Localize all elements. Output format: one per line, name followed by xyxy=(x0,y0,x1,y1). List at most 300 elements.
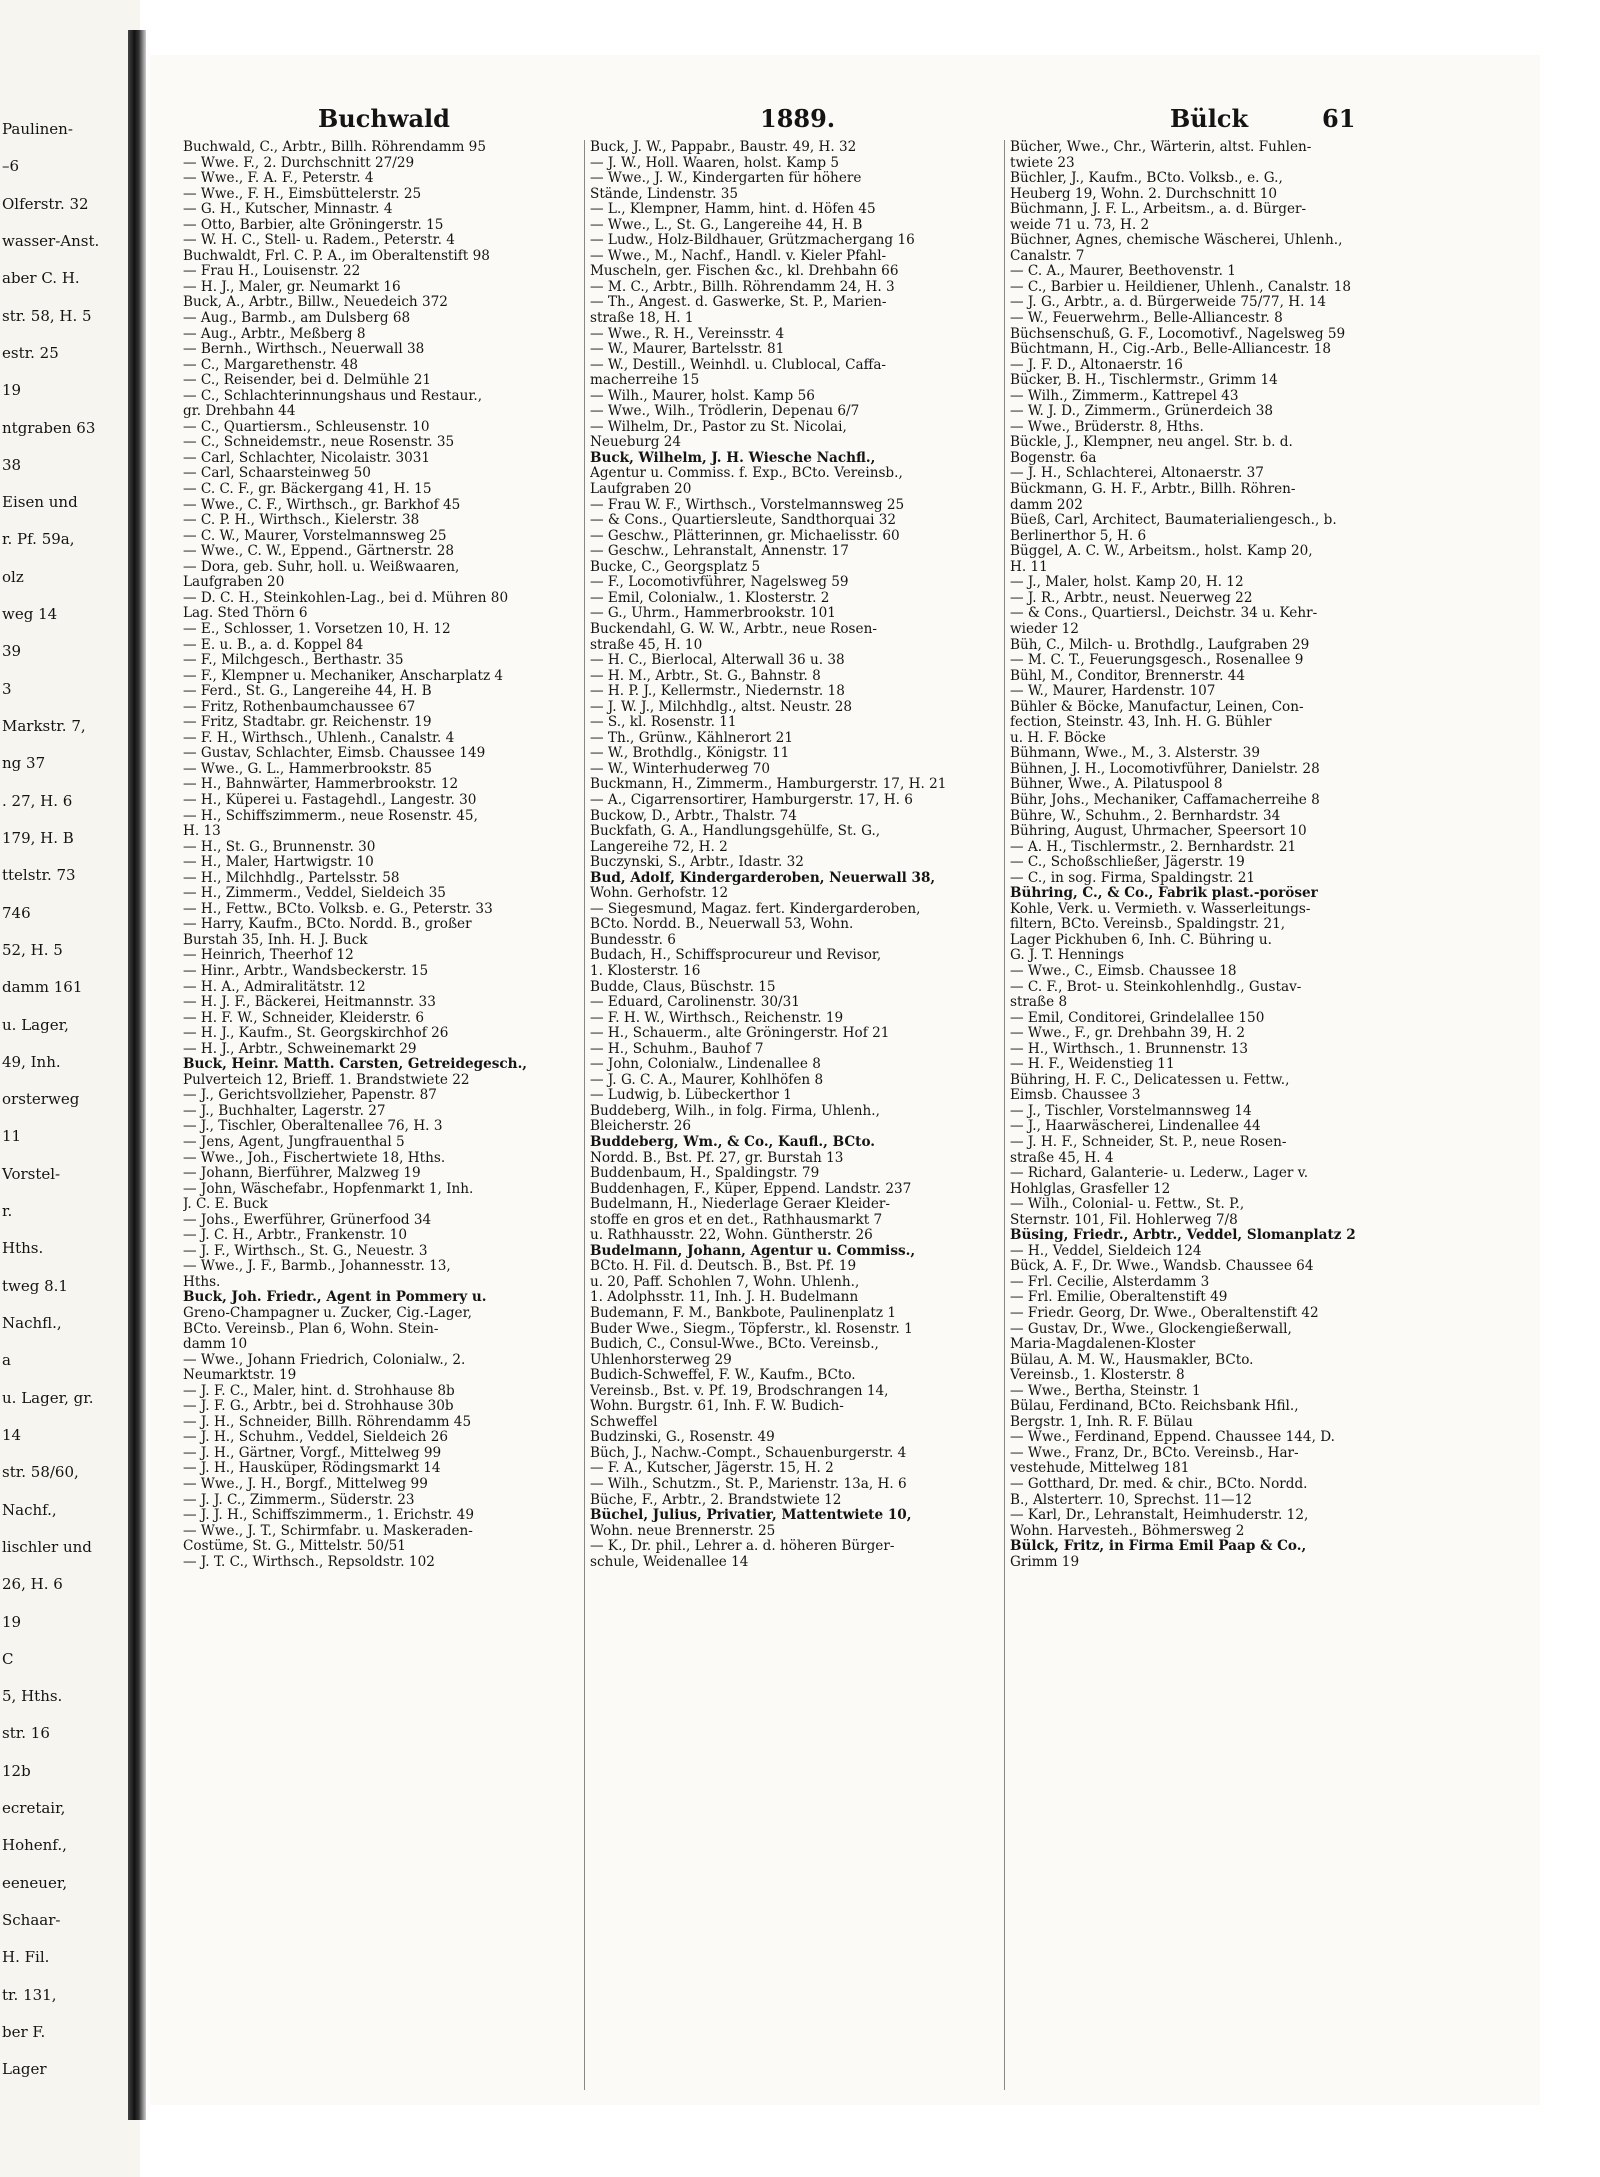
directory-entry-line: — F., Locomotivführer, Nagelsweg 59 xyxy=(590,575,849,591)
directory-entry-line: vestehude, Mittelweg 181 xyxy=(1010,1461,1190,1477)
directory-entry-line: — F. A., Kutscher, Jägerstr. 15, H. 2 xyxy=(590,1461,834,1477)
directory-entry-line: stoffe en gros et en det., Rathhausmarkt 7 xyxy=(590,1212,883,1228)
directory-entry-line: — C., Reisender, bei d. Delmühle 21 xyxy=(183,373,432,389)
directory-entry-line: — F., Klempner u. Mechaniker, Anscharplatz 4 xyxy=(183,668,504,684)
facing-page-fragment: 12b xyxy=(2,1761,31,1780)
directory-entry-line: Budzinski, G., Rosenstr. 49 xyxy=(590,1430,775,1446)
directory-entry-line: Muscheln, ger. Fischen &c., kl. Drehbahn 66 xyxy=(590,264,899,280)
directory-entry-line: — Geschw., Plätterinnen, gr. Michaelisstr. 60 xyxy=(590,528,900,544)
directory-entry-line: wieder 12 xyxy=(1010,621,1079,637)
directory-entry-line: Neueburg 24 xyxy=(590,435,682,451)
facing-page-fragment: Schaar- xyxy=(2,1911,61,1930)
facing-page-fragment: aber C. H. xyxy=(2,269,80,288)
directory-entry-line: — Richard, Galanterie- u. Lederw., Lager v. xyxy=(1010,1166,1309,1182)
directory-entry-line: Bühner, Wwe., A. Pilatuspool 8 xyxy=(1010,777,1223,793)
directory-entry-line: Lag. Sted Thörn 6 xyxy=(183,606,308,622)
facing-page-fragment: r. Pf. 59a, xyxy=(2,530,75,549)
directory-entry-line: — F. H., Wirthsch., Uhlenh., Canalstr. 4 xyxy=(183,730,455,746)
directory-entry-line: — Eduard, Carolinenstr. 30/31 xyxy=(590,995,800,1011)
facing-page-fragment: 19 xyxy=(2,381,22,400)
directory-entry-line: — W. H. C., Stell- u. Radem., Peterstr. 4 xyxy=(183,233,455,249)
directory-entry-line: — H. J., Arbtr., Schweinemarkt 29 xyxy=(183,1041,417,1057)
directory-entry-line: — Carl, Schaarsteinweg 50 xyxy=(183,466,371,482)
directory-entry-line: damm 202 xyxy=(1010,497,1083,513)
directory-entry-line: Büchsenschuß, G. F., Locomotivf., Nagelsweg 59 xyxy=(1010,326,1346,342)
directory-entry-line: — Th., Grünw., Kählnerort 21 xyxy=(590,730,793,746)
facing-page-fragment: r. xyxy=(2,1202,13,1221)
directory-entry-line: — H. J., Kaufm., St. Georgskirchhof 26 xyxy=(183,1026,449,1042)
directory-entry-line: Bogenstr. 6a xyxy=(1010,450,1097,466)
directory-entry-line: — C., Barbier u. Heildiener, Uhlenh., Canalstr. 18 xyxy=(1010,279,1352,295)
directory-entry-line: macherreihe 15 xyxy=(590,373,700,389)
directory-entry-line: BCto. Vereinsb., Plan 6, Wohn. Stein- xyxy=(183,1321,439,1337)
directory-entry-line: weide 71 u. 73, H. 2 xyxy=(1010,217,1150,233)
facing-page-fragment: 19 xyxy=(2,1612,22,1631)
directory-entry-line: Grimm 19 xyxy=(1010,1554,1080,1570)
directory-entry-line: Buck, Wilhelm, J. H. Wiesche Nachfl., xyxy=(590,450,876,466)
directory-entry-line: Buddenhagen, F., Küper, Eppend. Landstr. 237 xyxy=(590,1181,912,1197)
directory-entry-line: — Otto, Barbier, alte Gröningerstr. 15 xyxy=(183,217,444,233)
directory-entry-line: Bucke, C., Georgsplatz 5 xyxy=(590,559,761,575)
directory-entry-line: — J. C. H., Arbtr., Frankenstr. 10 xyxy=(183,1228,407,1244)
directory-entry-line: — J. R., Arbtr., neust. Neuerweg 22 xyxy=(1010,590,1253,606)
directory-entry-line: twiete 23 xyxy=(1010,155,1075,171)
directory-entry-line: Bücher, Wwe., Chr., Wärterin, altst. Fuhlen- xyxy=(1010,140,1312,155)
directory-entry-line: Vereinsb., 1. Klosterstr. 8 xyxy=(1010,1368,1185,1384)
directory-entry-line: — H., Küperei u. Fastagehdl., Langestr. 30 xyxy=(183,792,477,808)
directory-entry-line: — G. H., Kutscher, Minnastr. 4 xyxy=(183,202,393,218)
page-number: 61 xyxy=(1322,104,1356,133)
facing-page-fragment: Markstr. 7, xyxy=(2,717,86,735)
directory-entry-line: — John, Colonialw., Lindenallee 8 xyxy=(590,1057,821,1073)
directory-entry-line: Bühring, C., & Co., Fabrik plast.-poröser xyxy=(1010,886,1318,902)
directory-entry-line: Buckfath, G. A., Handlungsgehülfe, St. G., xyxy=(590,824,881,840)
directory-entry-line: Bück, A. F., Dr. Wwe., Wandsb. Chaussee 64 xyxy=(1010,1259,1314,1275)
directory-entry-line: — H., Schauerm., alte Gröningerstr. Hof 21 xyxy=(590,1026,890,1042)
directory-entry-line: Buck, Heinr. Matth. Carsten, Getreidegesch., xyxy=(183,1057,528,1073)
directory-entry-line: Laufgraben 20 xyxy=(183,575,285,591)
facing-page-fragment: ecretair, xyxy=(2,1799,66,1818)
directory-entry-line: — H. F., Weidenstieg 11 xyxy=(1010,1057,1175,1073)
directory-entry-line: Budich, C., Consul-Wwe., BCto. Vereinsb., xyxy=(590,1337,879,1353)
directory-entry-line: Budach, H., Schiffsprocureur und Revisor, xyxy=(590,948,882,964)
directory-entry-line: Bülck, Fritz, in Firma Emil Paap & Co., xyxy=(1010,1539,1307,1555)
directory-entry-line: — Harry, Kaufm., BCto. Nordd. B., großer xyxy=(183,917,472,933)
directory-entry-line: — H., Wirthsch., 1. Brunnenstr. 13 xyxy=(1010,1041,1249,1057)
directory-entry-line: — C., Schoßschließer, Jägerstr. 19 xyxy=(1010,855,1245,871)
facing-page-fragment: Hohenf., xyxy=(2,1836,67,1855)
directory-entry-line: — Wwe., C., Eimsb. Chaussee 18 xyxy=(1010,963,1237,979)
directory-entry-line: Bühmann, Wwe., M., 3. Alsterstr. 39 xyxy=(1010,746,1260,762)
directory-entry-line: — Wilh., Colonial- u. Fettw., St. P., xyxy=(1010,1197,1245,1213)
directory-entry-line: Vereinsb., Bst. v. Pf. 19, Brodschrangen 14, xyxy=(590,1383,889,1399)
directory-entry-line: — E. u. B., a. d. Koppel 84 xyxy=(183,637,364,653)
directory-entry-line: — Wilh., Schutzm., St. P., Marienstr. 13a, H. 6 xyxy=(590,1477,907,1493)
directory-entry-line: — H. M., Arbtr., St. G., Bahnstr. 8 xyxy=(590,668,821,684)
directory-entry-line: Sternstr. 101, Fil. Hohlerweg 7/8 xyxy=(1010,1212,1238,1228)
directory-entry-line: — H. F. W., Schneider, Kleiderstr. 6 xyxy=(183,1010,425,1026)
directory-entry-line: Buckow, D., Arbtr., Thalstr. 74 xyxy=(590,808,797,824)
directory-entry-line: Buckmann, H., Zimmerm., Hamburgerstr. 17, H. 21 xyxy=(590,777,947,793)
directory-entry-line: Budde, Claus, Büschstr. 15 xyxy=(590,979,776,995)
directory-entry-line: Budich-Schweffel, F. W., Kaufm., BCto. xyxy=(590,1368,856,1384)
facing-page-fragment: weg 14 xyxy=(2,605,58,624)
column-rule-2 xyxy=(1004,140,1005,2090)
directory-entry-line: Budelmann, Johann, Agentur u. Commiss., xyxy=(590,1243,916,1259)
directory-entry-line: — J. W. J., Milchhdlg., altst. Neustr. 28 xyxy=(590,699,853,715)
directory-entry-line: Bülau, A. M. W., Hausmakler, BCto. xyxy=(1010,1352,1254,1368)
facing-page-fragment: u. Lager, xyxy=(2,1015,69,1034)
facing-page-fragment: Hths. xyxy=(2,1239,44,1258)
directory-entry-line: — C., Schneidemstr., neue Rosenstr. 35 xyxy=(183,435,455,451)
facing-page-fragment: Vorstel- xyxy=(2,1164,61,1183)
directory-entry-line: — Carl, Schlachter, Nicolaistr. 3031 xyxy=(183,450,431,466)
directory-entry-line: Nordd. B., Bst. Pf. 27, gr. Burstah 13 xyxy=(590,1150,844,1166)
directory-entry-line: — Frau H., Louisenstr. 22 xyxy=(183,264,361,280)
facing-page-fragment: str. 58, H. 5 xyxy=(2,306,92,325)
directory-entry-line: — J. T. C., Wirthsch., Repsoldstr. 102 xyxy=(183,1554,435,1570)
directory-entry-line: Büchel, Julius, Privatier, Mattentwiete 10, xyxy=(590,1508,912,1524)
directory-entry-line: — J. J. C., Zimmerm., Süderstr. 23 xyxy=(183,1492,415,1508)
directory-entry-line: — Frau W. F., Wirthsch., Vorstelmannsweg 25 xyxy=(590,497,905,513)
facing-page-fragment: 5, Hths. xyxy=(2,1687,63,1706)
directory-entry-line: — J. F. C., Maler, hint. d. Strohhause 8b xyxy=(183,1383,455,1399)
directory-entry-line: — C. F., Brot- u. Steinkohlenhdlg., Gustav- xyxy=(1010,979,1302,995)
directory-entry-line: — Johann, Bierführer, Malzweg 19 xyxy=(183,1166,421,1182)
directory-entry-line: Bückle, J., Klempner, neu angel. Str. b. d. xyxy=(1010,435,1293,451)
directory-entry-line: Maria-Magdalenen-Kloster xyxy=(1010,1337,1196,1353)
facing-page-fragment: ttelstr. 73 xyxy=(2,866,76,885)
directory-entry-line: — A. H., Tischlermstr., 2. Bernhardstr. 21 xyxy=(1010,839,1297,855)
directory-entry-line: — W., Maurer, Hardenstr. 107 xyxy=(1010,684,1216,700)
directory-entry-line: — J. H., Schuhm., Veddel, Sieldeich 26 xyxy=(183,1430,448,1446)
directory-entry-line: 1. Adolphsstr. 11, Inh. J. H. Budelmann xyxy=(590,1290,859,1306)
facing-page-fragment: Nachf., xyxy=(2,1500,57,1519)
directory-entry-line: Bleicherstr. 26 xyxy=(590,1119,692,1135)
directory-entry-line: Büchner, Agnes, chemische Wäscherei, Uhlenh., xyxy=(1010,233,1343,249)
directory-entry-line: straße 45, H. 10 xyxy=(590,637,703,653)
directory-entry-line: — J., Buchhalter, Lagerstr. 27 xyxy=(183,1103,386,1119)
column-rule-1 xyxy=(584,140,585,2090)
facing-page-fragment: Nachfl., xyxy=(2,1314,62,1333)
directory-entry-line: — Wwe., J. F., Barmb., Johannesstr. 13, xyxy=(183,1259,451,1275)
directory-entry-line: Uhlenhorsterweg 29 xyxy=(590,1352,732,1368)
directory-entry-line: — C. W., Maurer, Vorstelmannsweg 25 xyxy=(183,528,447,544)
directory-entry-line: schule, Weidenallee 14 xyxy=(590,1554,749,1570)
directory-entry-line: Wohn. neue Brennerstr. 25 xyxy=(590,1523,776,1539)
directory-entry-line: — Emil, Colonialw., 1. Klosterstr. 2 xyxy=(590,590,830,606)
directory-entry-line: — Aug., Arbtr., Meßberg 8 xyxy=(183,326,366,342)
directory-entry-line: — Wwe., Johann Friedrich, Colonialw., 2. xyxy=(183,1352,466,1368)
directory-entry-line: straße 18, H. 1 xyxy=(590,311,694,327)
directory-entry-line: — Wwe., F. H., Eimsbüttelerstr. 25 xyxy=(183,186,422,202)
directory-entry-line: — L., Klempner, Hamm, hint. d. Höfen 45 xyxy=(590,202,876,218)
facing-page-fragment: 3 xyxy=(2,679,12,698)
directory-entry-line: — & Cons., Quartiersleute, Sandthorquai 32 xyxy=(590,513,897,529)
directory-entry-line: straße 45, H. 4 xyxy=(1010,1150,1114,1166)
directory-entry-line: — H., Milchhdlg., Partelsstr. 58 xyxy=(183,870,400,886)
directory-entry-line: 1. Klosterstr. 16 xyxy=(590,963,701,979)
facing-page-fragment: estr. 25 xyxy=(2,343,59,362)
directory-entry-line: u. 20, Paff. Schohlen 7, Wohn. Uhlenh., xyxy=(590,1274,860,1290)
directory-entry-line: Buckendahl, G. W. W., Arbtr., neue Rosen- xyxy=(590,621,877,637)
facing-page-fragment: tr. 131, xyxy=(2,1985,57,2004)
directory-entry-line: B., Alsterterr. 10, Sprechst. 11—12 xyxy=(1010,1492,1252,1508)
directory-column-1 xyxy=(183,140,578,2100)
directory-entry-line: — Wwe., J. T., Schirmfabr. u. Maskeraden- xyxy=(183,1523,473,1539)
directory-entry-line: — H., Schuhm., Bauhof 7 xyxy=(590,1041,764,1057)
facing-page-fragment: H. Fil. xyxy=(2,1948,50,1967)
directory-entry-line: J. C. E. Buck xyxy=(183,1197,268,1213)
directory-entry-line: — C. P. H., Wirthsch., Kielerstr. 38 xyxy=(183,513,420,529)
directory-entry-line: — J., Tischler, Oberaltenallee 76, H. 3 xyxy=(183,1119,443,1135)
book-gutter xyxy=(128,30,146,2120)
directory-entry-line: — W., Winterhuderweg 70 xyxy=(590,761,771,777)
directory-entry-line: — Karl, Dr., Lehranstalt, Heimhuderstr. 12, xyxy=(1010,1508,1309,1524)
directory-entry-line: Bud, Adolf, Kindergarderoben, Neuerwall 38, xyxy=(590,870,936,886)
directory-entry-line: — H., Bahnwärter, Hammerbrookstr. 12 xyxy=(183,777,459,793)
directory-entry-line: Budemann, F. M., Bankbote, Paulinenplatz 1 xyxy=(590,1306,896,1322)
directory-entry-line: — J. F. G., Arbtr., bei d. Strohhause 30b xyxy=(183,1399,454,1415)
directory-entry-line: — Wwe., L., St. G., Langereihe 44, H. B xyxy=(590,217,863,233)
facing-page-fragment: eeneuer, xyxy=(2,1873,68,1892)
directory-entry-line: Buddeberg, Wm., & Co., Kaufl., BCto. xyxy=(590,1135,876,1150)
directory-entry-line: Eimsb. Chaussee 3 xyxy=(1010,1088,1141,1104)
directory-entry-line: — Gustav, Dr., Wwe., Glockengießerwall, xyxy=(1010,1321,1292,1337)
directory-entry-line: — Wwe., Bertha, Steinstr. 1 xyxy=(1010,1383,1201,1399)
directory-entry-line: Büchmann, J. F. L., Arbeitsm., a. d. Bürger- xyxy=(1010,202,1307,218)
directory-entry-line: — J. W., Holl. Waaren, holst. Kamp 5 xyxy=(590,155,840,171)
directory-entry-line: — Johs., Ewerführer, Grünerfood 34 xyxy=(183,1212,432,1228)
facing-page-fragment: ng 37 xyxy=(2,754,46,773)
facing-page-fragment: str. 58/60, xyxy=(2,1463,79,1482)
directory-entry-line: — Wwe., Ferdinand, Eppend. Chaussee 144, D. xyxy=(1010,1430,1335,1446)
directory-entry-line: — H. J. F., Bäckerei, Heitmannstr. 33 xyxy=(183,995,436,1011)
directory-entry-line: Bücker, B. H., Tischlermstr., Grimm 14 xyxy=(1010,373,1278,389)
directory-entry-line: fection, Steinstr. 43, Inh. H. G. Bühler xyxy=(1010,715,1272,731)
directory-entry-line: — G., Uhrm., Hammerbrookstr. 101 xyxy=(590,606,836,622)
directory-entry-line: — Wwe., G. L., Hammerbrookstr. 85 xyxy=(183,761,433,777)
directory-entry-line: — C. C. F., gr. Bäckergang 41, H. 15 xyxy=(183,482,432,498)
directory-entry-line: — E., Schlosser, 1. Vorsetzen 10, H. 12 xyxy=(183,621,451,637)
directory-entry-line: — J. H. F., Schneider, St. P., neue Rosen- xyxy=(1010,1135,1287,1150)
directory-entry-line: Buchwald, C., Arbtr., Billh. Röhrendamm 95 xyxy=(183,140,486,155)
directory-entry-line: Bülau, Ferdinand, BCto. Reichsbank Hfil., xyxy=(1010,1399,1299,1415)
directory-entry-line: Büch, J., Nachw.-Compt., Schauenburgerstr. 4 xyxy=(590,1445,907,1461)
directory-entry-line: — H. C., Bierlocal, Alterwall 36 u. 38 xyxy=(590,653,845,669)
directory-entry-line: Wohn. Burgstr. 61, Inh. F. W. Budich- xyxy=(590,1399,844,1415)
directory-entry-line: — J., Maler, holst. Kamp 20, H. 12 xyxy=(1010,575,1244,591)
directory-column-2 xyxy=(590,140,1000,2100)
directory-entry-line: Heuberg 19, Wohn. 2. Durchschnitt 10 xyxy=(1010,186,1278,202)
facing-page-fragment: Paulinen- xyxy=(2,120,73,138)
directory-entry-line: filtern, BCto. Vereinsb., Spaldingstr. 21, xyxy=(1010,917,1286,933)
facing-page-fragment: str. 16 xyxy=(2,1724,50,1743)
facing-page-fragment: a xyxy=(2,1351,11,1370)
directory-entry-line: Buchwaldt, Frl. C. P. A., im Oberaltenstift 98 xyxy=(183,248,490,264)
facing-page-fragment: ber F. xyxy=(2,2022,46,2041)
facing-page-fragment: u. Lager, gr. xyxy=(2,1388,94,1407)
directory-entry-line: — Emil, Conditorei, Grindelallee 150 xyxy=(1010,1010,1265,1026)
directory-entry-line: — Gotthard, Dr. med. & chir., BCto. Nordd. xyxy=(1010,1477,1308,1493)
directory-entry-line: — H. J., Maler, gr. Neumarkt 16 xyxy=(183,279,401,295)
directory-entry-line: Agentur u. Commiss. f. Exp., BCto. Vereinsb., xyxy=(590,466,903,482)
directory-entry-line: — J., Tischler, Vorstelmannsweg 14 xyxy=(1010,1103,1252,1119)
directory-entry-line: Laufgraben 20 xyxy=(590,482,692,498)
directory-entry-line: — Aug., Barmb., am Dulsberg 68 xyxy=(183,311,411,327)
directory-entry-line: — H., Schiffszimmerm., neue Rosenstr. 45, xyxy=(183,808,478,824)
directory-entry-line: — H., Maler, Hartwigstr. 10 xyxy=(183,855,374,871)
facing-page-fragment: lischler und xyxy=(2,1537,92,1556)
facing-page-fragment: 26, H. 6 xyxy=(2,1575,63,1594)
directory-entry-line: — Siegesmund, Magaz. fert. Kindergarderoben, xyxy=(590,901,921,917)
running-head-left: Buchwald xyxy=(318,104,450,133)
directory-entry-line: — M. C. T., Feuerungsgesch., Rosenallee 9 xyxy=(1010,653,1304,669)
directory-entry-line: — W., Maurer, Bartelsstr. 81 xyxy=(590,342,785,358)
facing-page-fragment: Eisen und xyxy=(2,493,78,512)
directory-entry-line: Neumarktstr. 19 xyxy=(183,1368,297,1384)
directory-entry-line: Stände, Lindenstr. 35 xyxy=(590,186,739,202)
directory-entry-line: Bundesstr. 6 xyxy=(590,932,676,948)
directory-entry-line: — Geschw., Lehranstalt, Annenstr. 17 xyxy=(590,544,849,560)
directory-entry-line: Bühnen, J. H., Locomotivführer, Danielstr. 28 xyxy=(1010,761,1320,777)
directory-entry-line: — Frl. Emilie, Oberaltenstift 49 xyxy=(1010,1290,1228,1306)
running-head-right: Bülck xyxy=(1170,104,1249,133)
directory-entry-line: — H. A., Admiralitätstr. 12 xyxy=(183,979,366,995)
directory-entry-line: — Hinr., Arbtr., Wandsbeckerstr. 15 xyxy=(183,963,429,979)
directory-entry-line: — Fritz, Stadtabr. gr. Reichenstr. 19 xyxy=(183,715,432,731)
facing-page-fragment: 39 xyxy=(2,642,22,661)
directory-entry-line: Bühl, M., Conditor, Brennerstr. 44 xyxy=(1010,668,1246,684)
directory-entry-line: Berlinerthor 5, H. 6 xyxy=(1010,528,1147,544)
directory-entry-line: Büche, F., Arbtr., 2. Brandstwiete 12 xyxy=(590,1492,842,1508)
directory-entry-line: Bühre, W., Schuhm., 2. Bernhardstr. 34 xyxy=(1010,808,1281,824)
directory-entry-line: — C., Quartiersm., Schleusenstr. 10 xyxy=(183,419,430,435)
directory-entry-line: — Wilh., Zimmerm., Kattrepel 43 xyxy=(1010,388,1239,404)
directory-entry-line: — Wwe., F., gr. Drehbahn 39, H. 2 xyxy=(1010,1026,1246,1042)
directory-entry-line: Büeß, Carl, Architect, Baumaterialiengesch., b. xyxy=(1010,513,1337,529)
directory-entry-line: — J. G., Arbtr., a. d. Bürgerweide 75/77, H. 14 xyxy=(1010,295,1327,311)
directory-entry-line: — Th., Angest. d. Gaswerke, St. P., Marien- xyxy=(590,295,887,311)
directory-entry-line: — John, Wäschefabr., Hopfenmarkt 1, Inh. xyxy=(183,1181,474,1197)
directory-entry-line: Hths. xyxy=(183,1274,221,1290)
directory-entry-line: — C. A., Maurer, Beethovenstr. 1 xyxy=(1010,264,1236,280)
directory-entry-line: — J. H., Schneider, Billh. Röhrendamm 45 xyxy=(183,1414,472,1430)
directory-entry-line: — J. H., Schlachterei, Altonaerstr. 37 xyxy=(1010,466,1264,482)
directory-entry-line: — Fritz, Rothenbaumchaussee 67 xyxy=(183,699,416,715)
facing-page-fragment: 49, Inh. xyxy=(2,1052,61,1071)
directory-entry-line: — H., Fettw., BCto. Volksb. e. G., Peterstr. 33 xyxy=(183,901,493,917)
directory-entry-line: H. 13 xyxy=(183,824,221,840)
facing-page-fragment: 52, H. 5 xyxy=(2,940,63,959)
directory-entry-line: — Wwe., F. A. F., Peterstr. 4 xyxy=(183,171,374,187)
facing-page-fragment: C xyxy=(2,1649,14,1668)
directory-entry-line: — W., Destill., Weinhdl. u. Clublocal, Caffa- xyxy=(590,357,887,373)
facing-page-fragment: –6 xyxy=(2,157,20,176)
directory-entry-line: — Wwe., M., Nachf., Handl. v. Kieler Pfahl- xyxy=(590,248,887,264)
directory-entry-line: — C., Schlachterinnungshaus und Restaur., xyxy=(183,388,483,404)
directory-entry-line: straße 8 xyxy=(1010,995,1068,1011)
directory-entry-line: Bühler & Böcke, Manufactur, Leinen, Con- xyxy=(1010,699,1304,715)
directory-entry-line: Bergstr. 1, Inh. R. F. Bülau xyxy=(1010,1414,1193,1430)
directory-entry-line: — M. C., Arbtr., Billh. Röhrendamm 24, H. 3 xyxy=(590,279,895,295)
directory-entry-line: Burstah 35, Inh. H. J. Buck xyxy=(183,932,368,948)
directory-entry-line: Büchtmann, H., Cig.-Arb., Belle-Alliancestr. 18 xyxy=(1010,342,1332,358)
directory-entry-line: — J., Haarwäscherei, Lindenallee 44 xyxy=(1010,1119,1261,1135)
facing-page-fragments xyxy=(0,0,140,2177)
directory-entry-line: — C., in sog. Firma, Spaldingstr. 21 xyxy=(1010,870,1255,886)
facing-page-fragment: 14 xyxy=(2,1425,22,1444)
directory-entry-line: — S., kl. Rosenstr. 11 xyxy=(590,715,737,731)
directory-entry-line: — J., Gerichtsvollzieher, Papenstr. 87 xyxy=(183,1088,437,1104)
directory-entry-line: — Gustav, Schlachter, Eimsb. Chaussee 149 xyxy=(183,746,486,762)
directory-entry-line: — Ludwig, b. Lübeckerthor 1 xyxy=(590,1088,792,1104)
facing-page-fragment: damm 161 xyxy=(2,978,83,997)
directory-entry-line: Hohlglas, Grasfeller 12 xyxy=(1010,1181,1171,1197)
directory-entry-line: Bühring, H. F. C., Delicatessen u. Fettw., xyxy=(1010,1072,1290,1088)
directory-entry-line: damm 10 xyxy=(183,1337,248,1353)
directory-entry-line: Buck, Joh. Friedr., Agent in Pommery u. xyxy=(183,1290,487,1306)
directory-entry-line: — K., Dr. phil., Lehrer a. d. höheren Bürger- xyxy=(590,1539,895,1555)
facing-page-fragment: olz xyxy=(2,567,24,586)
directory-entry-line: — H., St. G., Brunnenstr. 30 xyxy=(183,839,376,855)
directory-entry-line: — Wilhelm, Dr., Pastor zu St. Nicolai, xyxy=(590,419,847,435)
directory-entry-line: u. Rathhausstr. 22, Wohn. Güntherstr. 26 xyxy=(590,1228,873,1244)
directory-entry-line: Büsing, Friedr., Arbtr., Veddel, Slomanplatz 2 xyxy=(1010,1228,1356,1244)
directory-entry-line: u. H. F. Böcke xyxy=(1010,730,1106,746)
directory-entry-line: Büchler, J., Kaufm., BCto. Volksb., e. G., xyxy=(1010,171,1283,187)
directory-entry-line: — J. G. C. A., Maurer, Kohlhöfen 8 xyxy=(590,1072,824,1088)
directory-entry-line: — Wwe., Franz, Dr., BCto. Vereinsb., Har- xyxy=(1010,1445,1299,1461)
directory-entry-line: — C., Margarethenstr. 48 xyxy=(183,357,359,373)
directory-entry-line: Budelmann, H., Niederlage Geraer Kleider- xyxy=(590,1197,890,1213)
directory-entry-line: BCto. H. Fil. d. Deutsch. B., Bst. Pf. 19 xyxy=(590,1259,857,1275)
directory-entry-line: — Wwe., R. H., Vereinsstr. 4 xyxy=(590,326,785,342)
facing-page-fragment: tweg 8.1 xyxy=(2,1276,68,1295)
directory-entry-line: — Frl. Cecilie, Alsterdamm 3 xyxy=(1010,1274,1210,1290)
directory-entry-line: Costüme, St. G., Mittelstr. 50/51 xyxy=(183,1539,406,1555)
directory-entry-line: — W., Brothdlg., Königstr. 11 xyxy=(590,746,790,762)
directory-entry-line: — Bernh., Wirthsch., Neuerwall 38 xyxy=(183,342,425,358)
directory-entry-line: — Dora, geb. Suhr, holl. u. Weißwaaren, xyxy=(183,559,460,575)
facing-page-fragment: Olferstr. 32 xyxy=(2,194,89,213)
directory-entry-line: — J. F. D., Altonaerstr. 16 xyxy=(1010,357,1183,373)
directory-entry-line: — Heinrich, Theerhof 12 xyxy=(183,948,354,964)
directory-entry-line: — H. P. J., Kellermstr., Niedernstr. 18 xyxy=(590,684,845,700)
directory-entry-line: — Friedr. Georg, Dr. Wwe., Oberaltenstift 42 xyxy=(1010,1306,1319,1322)
directory-entry-line: — Wwe., Wilh., Trödlerin, Depenau 6/7 xyxy=(590,404,860,420)
directory-entry-line: — Wwe., Joh., Fischertwiete 18, Hths. xyxy=(183,1150,446,1166)
directory-entry-line: — H., Zimmerm., Veddel, Sieldeich 35 xyxy=(183,886,446,902)
directory-entry-line: Wohn. Harvesteh., Böhmersweg 2 xyxy=(1010,1523,1245,1539)
facing-page-fragment: . 27, H. 6 xyxy=(2,791,73,810)
directory-entry-line: Buck, A., Arbtr., Billw., Neuedeich 372 xyxy=(183,295,448,311)
directory-entry-line: Langereihe 72, H. 2 xyxy=(590,839,728,855)
directory-entry-line: Greno-Champagner u. Zucker, Cig.-Lager, xyxy=(183,1306,472,1322)
directory-entry-line: — Wwe., Brüderstr. 8, Hths. xyxy=(1010,419,1204,435)
directory-entry-line: — W. J. D., Zimmerm., Grünerdeich 38 xyxy=(1010,404,1274,420)
directory-entry-line: G. J. T. Hennings xyxy=(1010,948,1124,964)
directory-entry-line: Bückmann, G. H. F., Arbtr., Billh. Röhren- xyxy=(1010,482,1296,498)
directory-entry-line: Wohn. Gerhofstr. 12 xyxy=(590,886,729,902)
facing-page-fragment: ntgraben 63 xyxy=(2,418,96,437)
directory-entry-line: — Wwe., J. W., Kindergarten für höhere xyxy=(590,171,862,187)
running-head-year: 1889. xyxy=(760,104,836,133)
directory-entry-line: Kohle, Verk. u. Vermieth. v. Wasserleitungs- xyxy=(1010,901,1311,917)
directory-entry-line: Buddeberg, Wilh., in folg. Firma, Uhlenh., xyxy=(590,1103,880,1119)
directory-entry-line: — Wwe. F., 2. Durchschnitt 27/29 xyxy=(183,155,415,171)
directory-entry-line: Buddenbaum, H., Spaldingstr. 79 xyxy=(590,1166,820,1182)
